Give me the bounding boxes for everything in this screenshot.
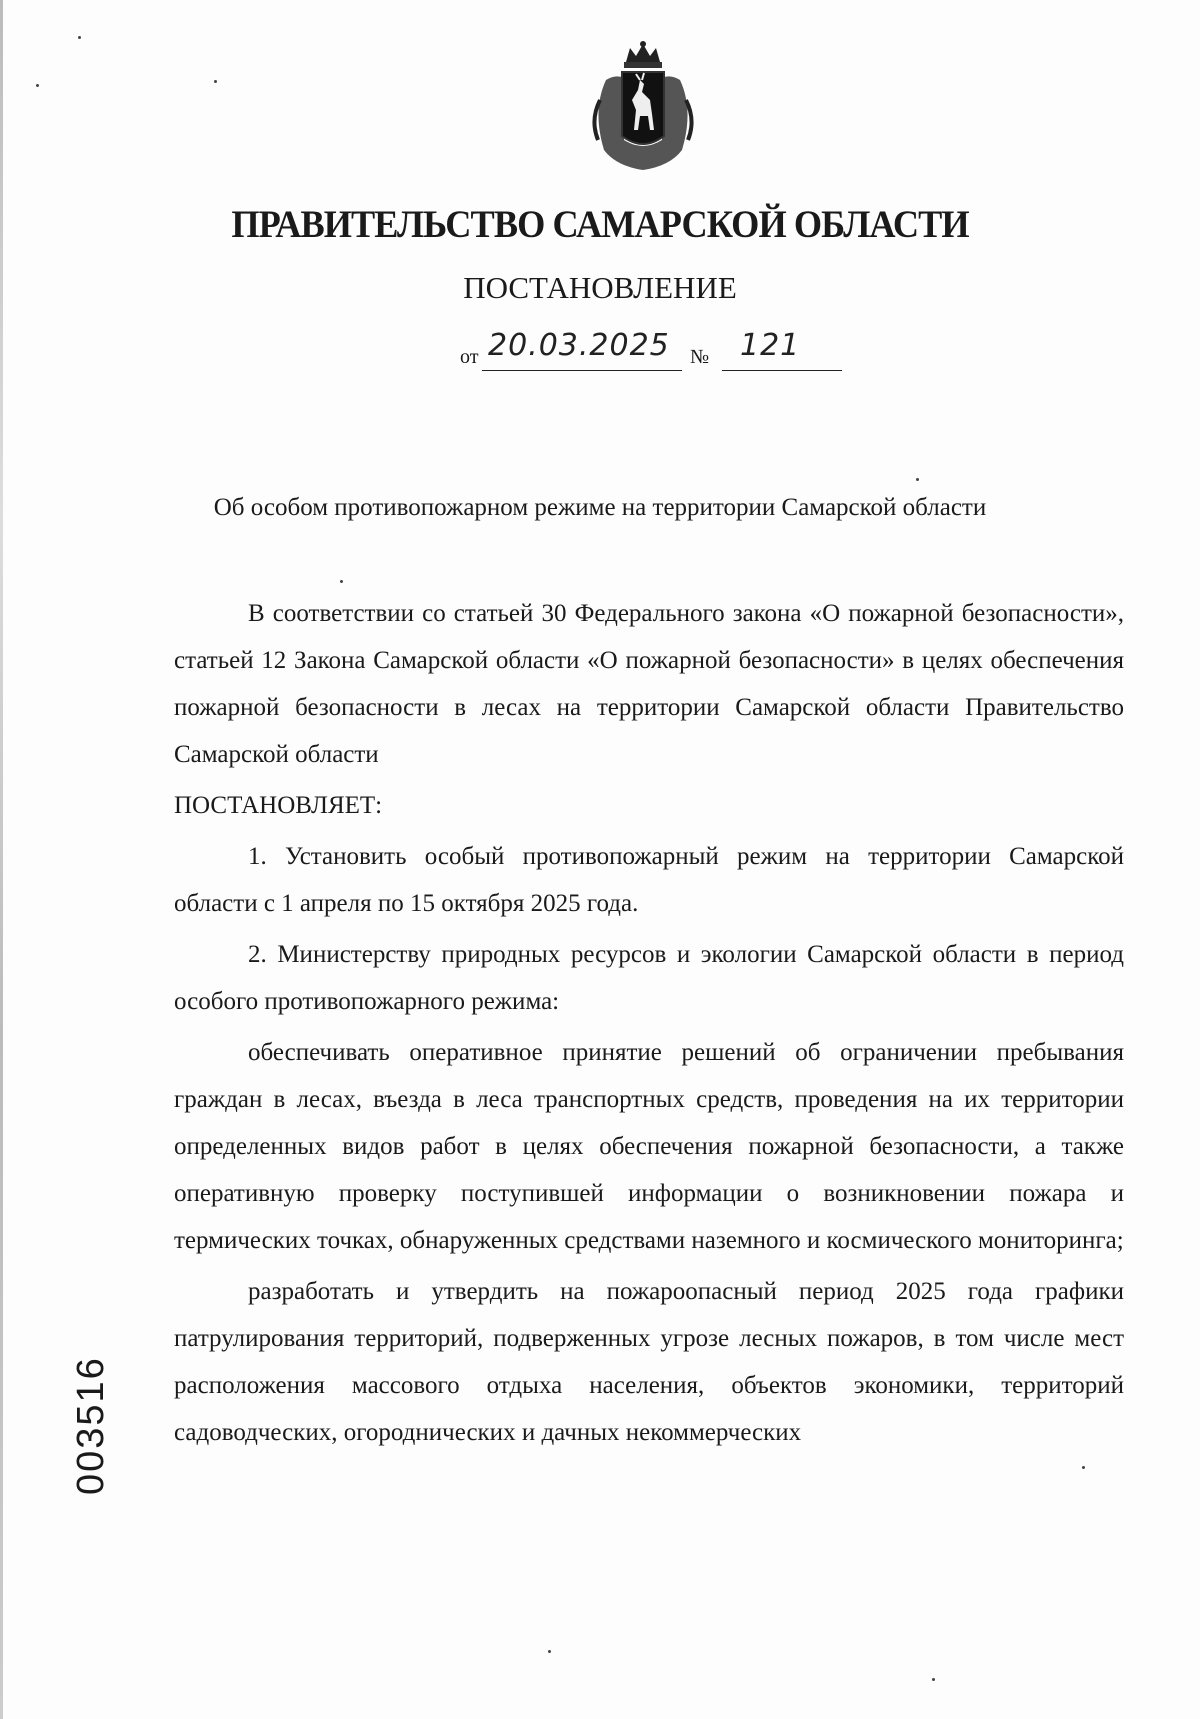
number-label: № bbox=[690, 346, 710, 368]
document-body bbox=[174, 590, 1124, 1460]
document-subject: Об особом противопожарном режиме на территории Самарской области bbox=[213, 494, 987, 521]
date-number-line bbox=[0, 328, 1200, 372]
date-label: от bbox=[460, 346, 479, 368]
stamp-number: 003516 bbox=[70, 1356, 112, 1495]
intro-paragraph: В соответствии со статьей 30 Федерального закона «О пожарной безопасности», статьей 12 Закона Самарской области «О пожарной безопасности» в целях обеспечения пожарной безопасности в лесах на территории Самарской области Правительство Самарской области bbox=[174, 600, 1124, 768]
item-2-clause-a: обеспечивать оперативное принятие решений об ограничении пребывания граждан в лесах, въезда в леса транспортных средств, проведения на их территории определенных видов работ в целях обеспечения пожарной безопасности, а также оперативную проверку поступившей информации о возникновении пожара и термических точках, обнаруженных средствами наземного и космического мониторинга; bbox=[174, 1039, 1124, 1254]
scan-edge bbox=[0, 0, 3, 1719]
scan-speck bbox=[78, 36, 81, 39]
scan-speck bbox=[548, 1650, 551, 1653]
decree-word: ПОСТАНОВЛЯЕТ: bbox=[174, 792, 383, 819]
scan-speck bbox=[36, 84, 39, 87]
scan-speck bbox=[1082, 1466, 1085, 1469]
number-value: 121 bbox=[740, 328, 801, 363]
item-1: 1. Установить особый противопожарный режим на территории Самарской области с 1 апреля по 15 октября 2025 года. bbox=[174, 843, 1124, 917]
document-type: ПОСТАНОВЛЕНИЕ bbox=[463, 270, 737, 305]
date-value: 20.03.2025 bbox=[488, 328, 670, 363]
organization-title: ПРАВИТЕЛЬСТВО САМАРСКОЙ ОБЛАСТИ bbox=[231, 203, 969, 246]
scan-speck bbox=[340, 580, 343, 583]
item-2-clause-b: разработать и утвердить на пожароопасный период 2025 года графики патрулирования территорий, подверженных угрозе лесных пожаров, в том числе мест расположения массового отдыха населения, объектов экономики, территорий садоводческих, огороднических и дачных некоммерческих bbox=[174, 1278, 1124, 1446]
scan-speck bbox=[932, 1678, 935, 1681]
item-2: 2. Министерству природных ресурсов и экологии Самарской области в период особого противопожарного режима: bbox=[174, 941, 1124, 1015]
number-underline bbox=[722, 370, 842, 371]
scan-speck bbox=[916, 478, 919, 481]
scan-speck bbox=[214, 80, 217, 83]
date-underline bbox=[482, 370, 682, 371]
coat-of-arms-samara-icon bbox=[586, 40, 700, 174]
